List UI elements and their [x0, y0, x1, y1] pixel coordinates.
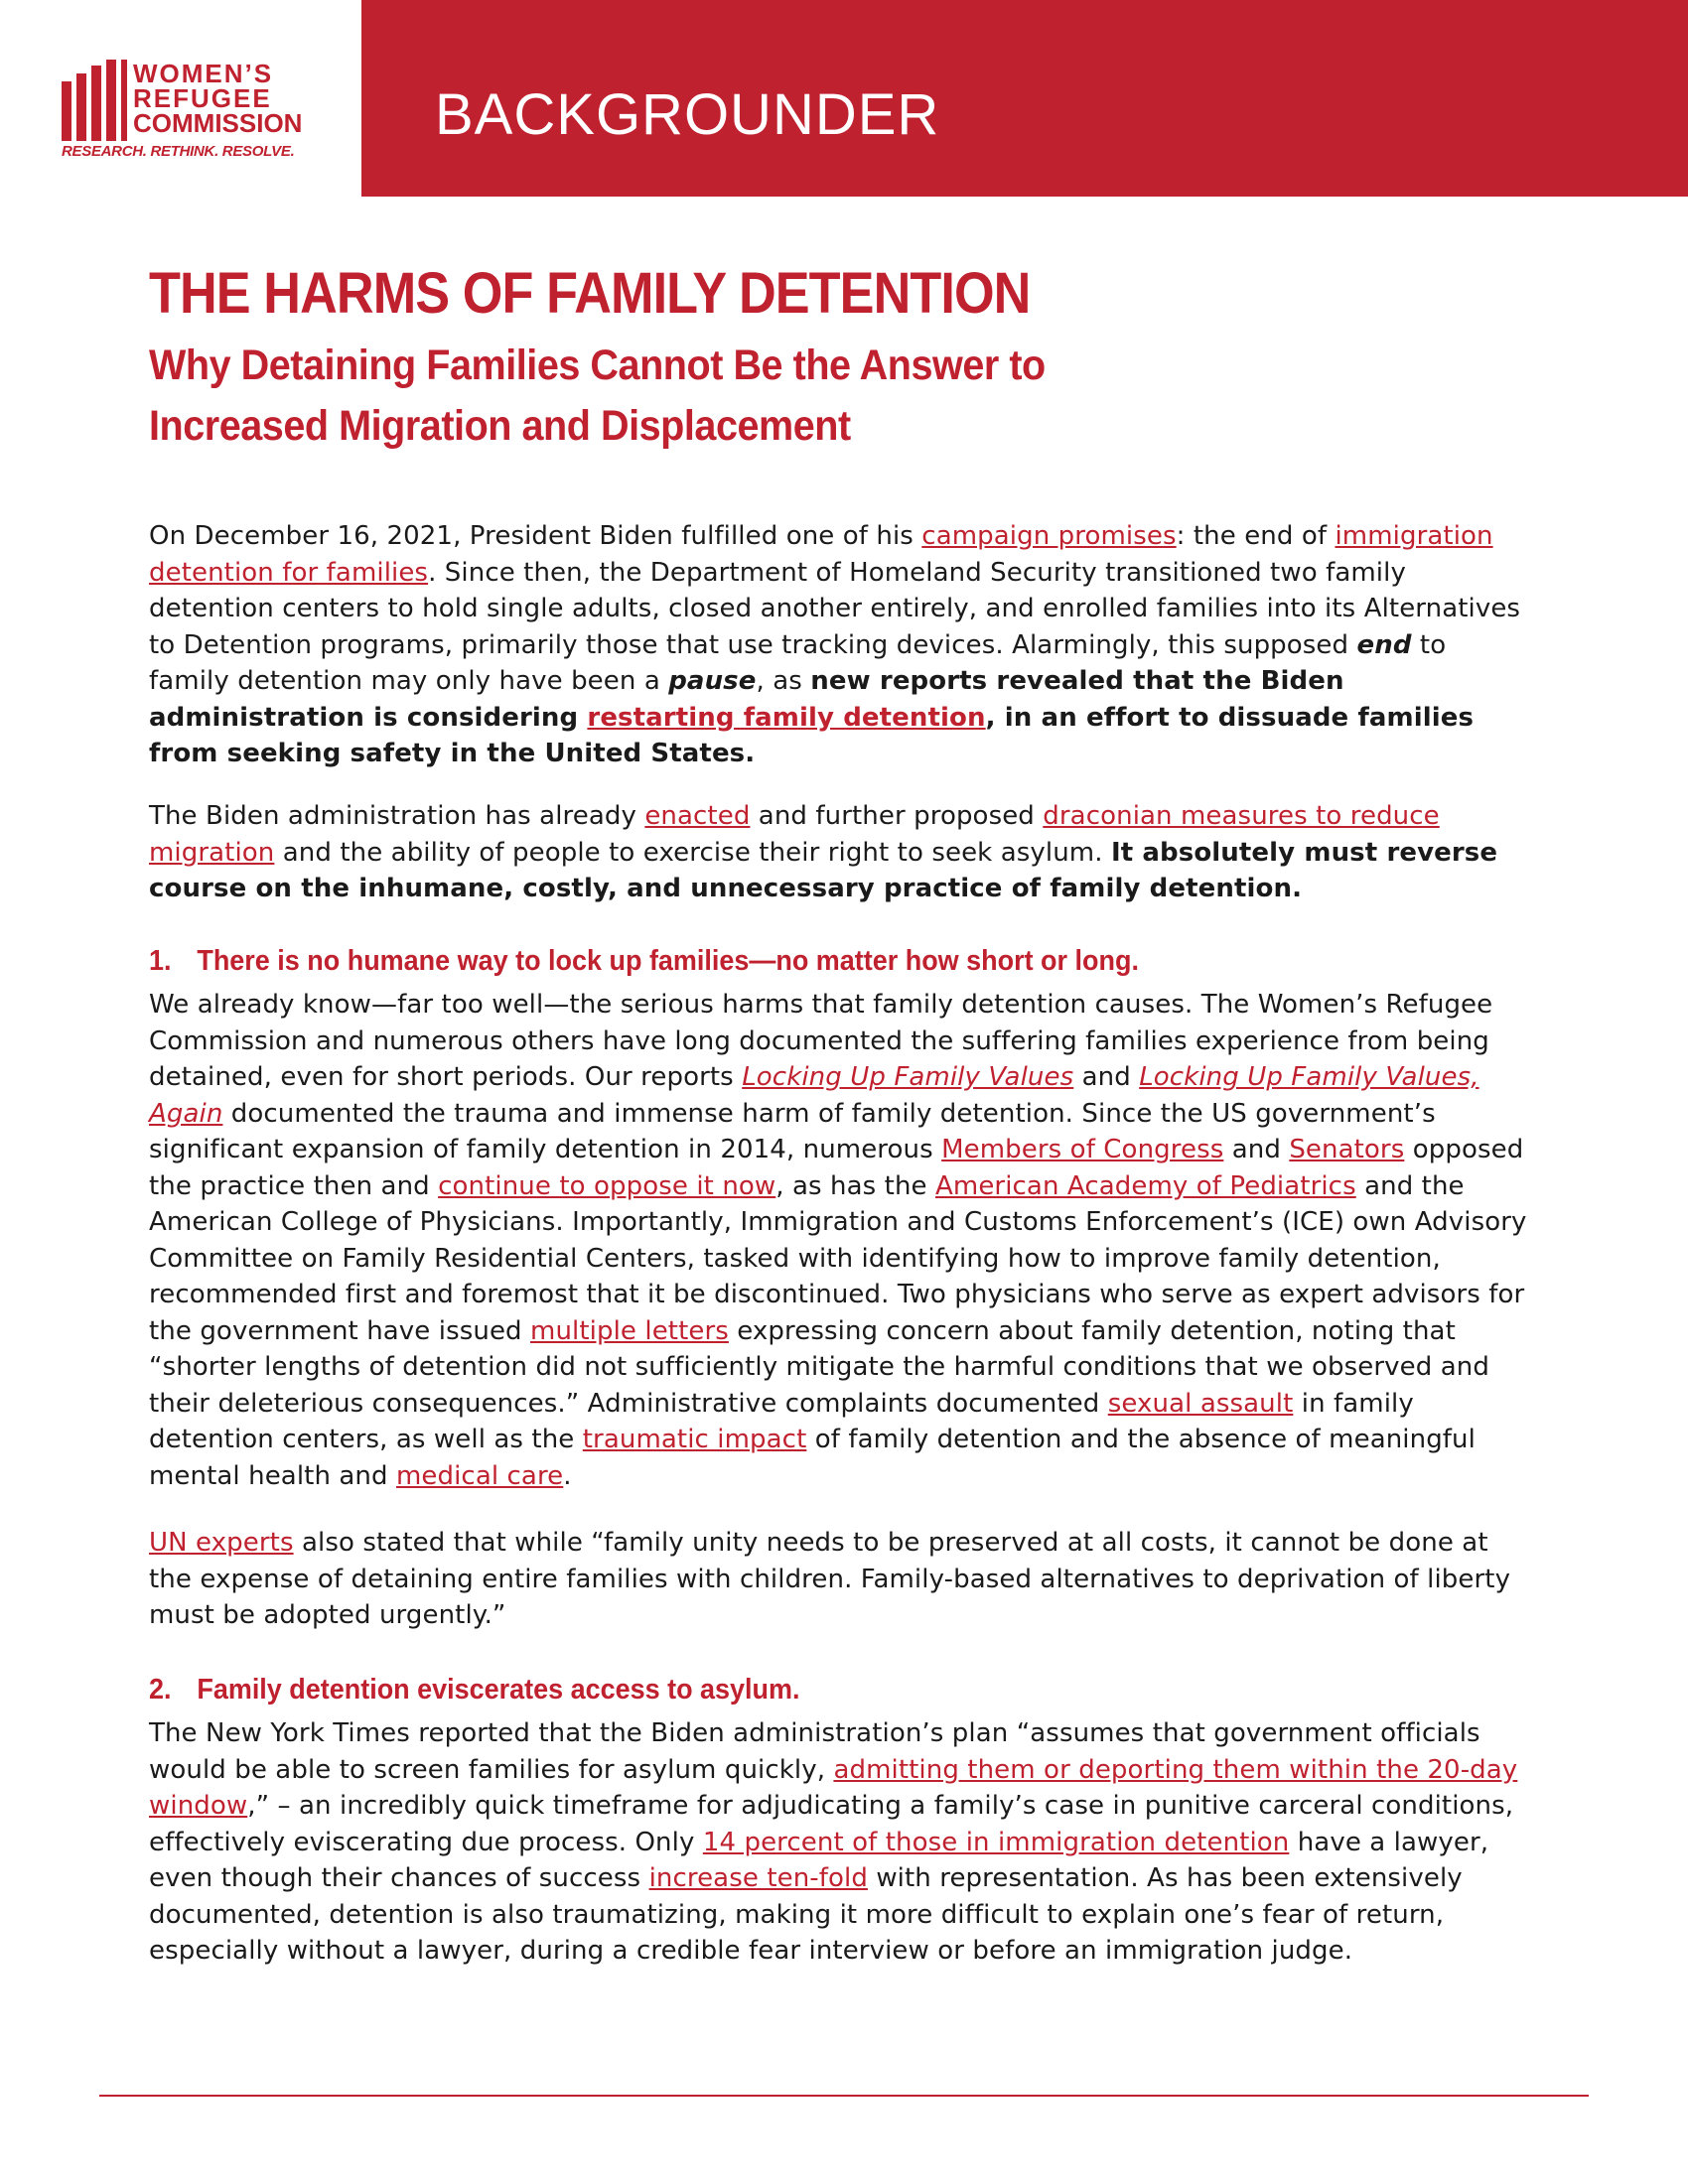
logo-wordmark: WOMEN’S REFUGEE COMMISSION: [133, 59, 303, 138]
link-draconian-measures[interactable]: draconian measures to reduce migration: [149, 801, 1440, 868]
section-2-heading: 2. Family detention eviscerates access to asylum.: [149, 1674, 800, 1706]
link-traumatic-impact[interactable]: traumatic impact: [582, 1425, 807, 1454]
link-20-day-window[interactable]: admitting them or deporting them within the 20-day window: [149, 1754, 1518, 1821]
intro-paragraph: On December 16, 2021, President Biden fulfilled one of his campaign promises: the end of immigration detention for families. Since then, the Department of Homeland Security transitioned two family detention centers to hold single adults, closed another entirely, and enrolled families into its Alternatives to Detention programs, primarily those that use tracking devices. Alarmingly, this supposed end to family detention may only have been a pause, as new reports revealed that the Biden administration is considering restarting family detention, in an effort to dissuade families from seeking safety in the United States.: [149, 521, 1521, 768]
footer-divider: [99, 2095, 1589, 2097]
section-1-heading: 1. There is no humane way to lock up families—no matter how short or long.: [149, 945, 1139, 977]
link-continue-to-oppose[interactable]: continue to oppose it now: [438, 1170, 776, 1201]
link-locking-up-family-values[interactable]: Locking Up Family Values: [742, 1062, 1074, 1092]
link-medical-care[interactable]: medical care: [395, 1460, 564, 1491]
un-experts-paragraph: UN experts also stated that while “family unity needs to be preserved at all costs, it cannot be done at the expense of detaining entire families with children. Family-based alternatives to deprivation of liberty must be adopted urgently.”: [149, 1528, 1511, 1630]
link-members-of-congress[interactable]: Members of Congress: [941, 1135, 1224, 1164]
page-subtitle: Why Detaining Families Cannot Be the Answer to Increased Migration and Displacement: [149, 341, 1046, 450]
link-enacted[interactable]: enacted: [644, 801, 751, 831]
link-american-academy-of-pediatrics[interactable]: American Academy of Pediatrics: [935, 1170, 1356, 1201]
section-1-paragraph: We already know—far too well—the serious harms that family detention causes. The Women’s Refugee Commission and numerous others have long documented the suffering families experience from being detained, even for short periods. Our reports Locking Up Family Values and Locking Up Family Values, Again documented the trauma and immense harm of family detention. Since the US government’s significant expansion of family detention in 2014, numerous Members of Congress and Senators opposed the practice then and continue to oppose it now, as has the American Academy of Pediatrics and the American College of Physicians. Importantly, Immigration and Customs Enforcement’s (ICE) own Advisory Committee on Family Residential Centers, tasked with identifying how to improve family detention, recommended first and foremost that it be discontinued. Two physicians who serve as expert advisors for the government have issued multiple letters expressing concern about family detention, noting that “shorter lengths of detention did not sufficiently mitigate the harmful conditions that we observed and their deleterious consequences.” Administrative complaints documented sexual assault in family detention centers, as well as the traumatic impact of family detention and the absence of meaningful mental health and medical care.: [149, 990, 1527, 1491]
logo-bars-icon: [62, 60, 131, 141]
link-14-percent-lawyer[interactable]: 14 percent of those in immigration detention: [702, 1827, 1290, 1857]
header-banner: [361, 0, 1688, 197]
page-title: THE HARMS OF FAMILY DETENTION: [149, 261, 1031, 326]
section-2-paragraph: The New York Times reported that the Biden administration’s plan “assumes that government officials would be able to screen families for asylum quickly, admitting them or deporting them within the 20-day window,” – an incredibly quick timeframe for adjudicating a family’s case in punitive carceral conditions, effectively eviscerating due process. Only 14 percent of those in immigration detention have a lawyer, even though their chances of success increase ten-fold with representation. As has been extensively documented, detention is also traumatizing, making it more difficult to explain one’s fear of return, especially without a lawyer, during a credible fear interview or before an immigration judge.: [149, 1718, 1518, 1966]
link-restarting-family-detention[interactable]: restarting family detention: [587, 702, 986, 733]
second-paragraph: The Biden administration has already enacted and further proposed draconian measures to reduce migration and the ability of people to exercise their right to seek asylum. It absolutely must reverse course on the inhumane, costly, and unnecessary practice of family detention.: [149, 801, 1498, 903]
logo-tagline: RESEARCH. RETHINK. RESOLVE.: [62, 143, 295, 160]
wrc-logo: [62, 60, 330, 159]
link-multiple-letters[interactable]: multiple letters: [530, 1315, 729, 1346]
banner-label: BACKGROUNDER: [435, 82, 940, 147]
link-locking-up-family-values-again[interactable]: Locking Up Family Values, Again: [149, 1062, 1479, 1129]
link-sexual-assault[interactable]: sexual assault: [1107, 1388, 1294, 1419]
link-campaign-promises[interactable]: campaign promises: [921, 521, 1177, 551]
link-senators[interactable]: Senators: [1289, 1135, 1405, 1164]
link-un-experts[interactable]: UN experts: [149, 1528, 294, 1558]
link-immigration-detention[interactable]: immigration detention for families: [149, 521, 1493, 588]
link-increase-ten-fold[interactable]: increase ten-fold: [648, 1863, 868, 1893]
